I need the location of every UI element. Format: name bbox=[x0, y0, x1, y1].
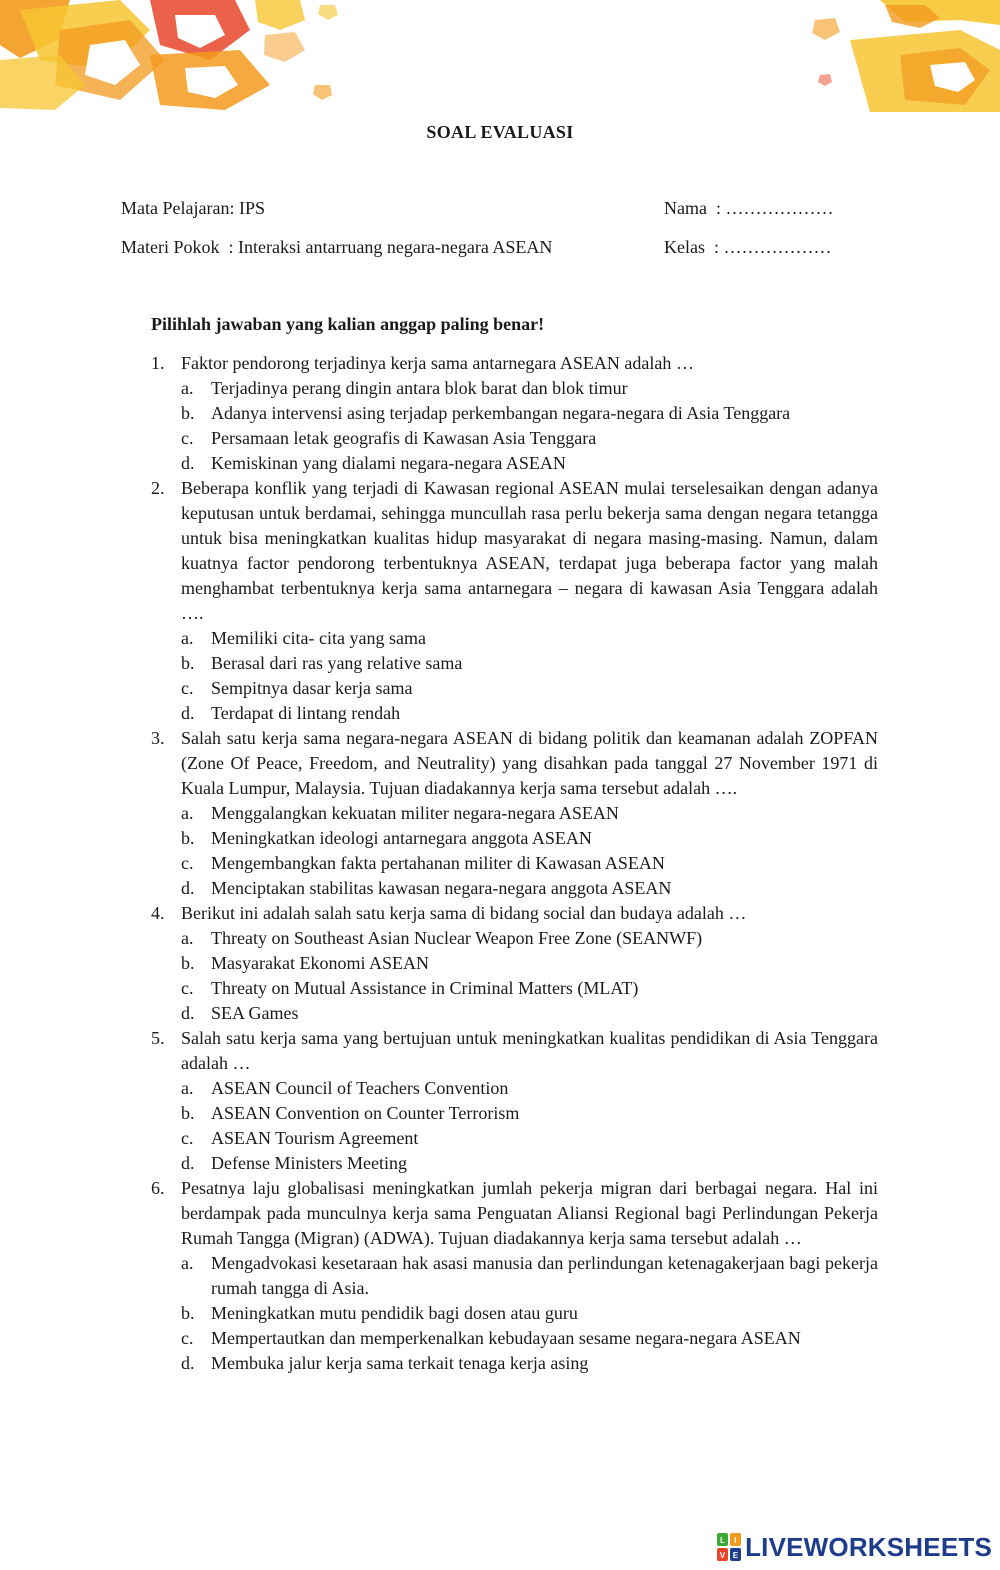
option-text: Membuka jalur kerja sama terkait tenaga kerja asing bbox=[211, 1353, 589, 1373]
option-letter: d. bbox=[181, 1353, 195, 1373]
option-letter: b. bbox=[181, 828, 195, 848]
answer-option-5-c[interactable] bbox=[181, 1126, 878, 1151]
option-text: Threaty on Southeast Asian Nuclear Weapon Free Zone (SEANWF) bbox=[211, 928, 703, 948]
option-text: ASEAN Tourism Agreement bbox=[211, 1128, 419, 1148]
subject-label: Mata Pelajaran: IPS bbox=[121, 198, 265, 218]
option-letter: c. bbox=[181, 853, 194, 873]
option-letter: d. bbox=[181, 453, 195, 473]
option-letter: d. bbox=[181, 1003, 195, 1023]
instruction-text: Pilihlah jawaban yang kalian anggap paling benar! bbox=[151, 314, 545, 334]
question-number: 1. bbox=[151, 353, 165, 373]
answer-option-4-c[interactable] bbox=[181, 976, 878, 1001]
question-6 bbox=[151, 1176, 878, 1376]
option-text: Threaty on Mutual Assistance in Criminal Matters (MLAT) bbox=[211, 978, 639, 998]
answer-option-6-a[interactable] bbox=[181, 1251, 878, 1301]
answer-option-1-d[interactable] bbox=[181, 451, 878, 476]
option-text: ASEAN Convention on Counter Terrorism bbox=[211, 1103, 520, 1123]
option-text: Mempertautkan dan memperkenalkan kebudayaan sesame negara-negara ASEAN bbox=[211, 1328, 801, 1348]
question-number: 5. bbox=[151, 1028, 165, 1048]
option-text: Meningkatkan ideologi antarnegara anggota ASEAN bbox=[211, 828, 592, 848]
question-3 bbox=[151, 726, 878, 901]
liveworksheets-logo bbox=[717, 1532, 992, 1562]
answer-option-6-c[interactable] bbox=[181, 1326, 878, 1351]
answer-option-2-c[interactable] bbox=[181, 676, 878, 701]
question-text: Salah satu kerja sama negara-negara ASEAN di bidang politik dan keamanan adalah ZOPFAN (Zone Of Peace, Freedom, and Neutrality) yang disahkan pada tanggal 27 November 1971 di Kuala Lumpur, Malaysia. Tujuan diadakannya kerja sama tersebut adalah …. bbox=[181, 728, 878, 798]
option-letter: a. bbox=[181, 378, 194, 398]
svg-text:I: I bbox=[734, 1536, 737, 1545]
question-list bbox=[151, 351, 878, 1376]
answer-option-5-a[interactable] bbox=[181, 1076, 878, 1101]
answer-option-2-d[interactable] bbox=[181, 701, 878, 726]
option-letter: c. bbox=[181, 428, 194, 448]
answer-option-5-d[interactable] bbox=[181, 1151, 878, 1176]
option-letter: b. bbox=[181, 653, 195, 673]
option-letter: b. bbox=[181, 403, 195, 423]
answer-option-1-a[interactable] bbox=[181, 376, 878, 401]
option-text: Terjadinya perang dingin antara blok barat dan blok timur bbox=[211, 378, 628, 398]
answer-option-2-a[interactable] bbox=[181, 626, 878, 651]
question-number: 4. bbox=[151, 903, 165, 923]
answer-option-4-b[interactable] bbox=[181, 951, 878, 976]
liveworksheets-logo-icon bbox=[717, 1533, 741, 1561]
option-letter: c. bbox=[181, 1328, 194, 1348]
svg-text:L: L bbox=[720, 1536, 726, 1545]
class-field[interactable]: Kelas : ……………… bbox=[664, 237, 832, 257]
option-letter: c. bbox=[181, 978, 194, 998]
option-letter: b. bbox=[181, 1303, 195, 1323]
answer-option-4-a[interactable] bbox=[181, 926, 878, 951]
option-letter: b. bbox=[181, 1103, 195, 1123]
question-text: Faktor pendorong terjadinya kerja sama antarnegara ASEAN adalah … bbox=[181, 353, 694, 373]
option-text: Kemiskinan yang dialami negara-negara ASEAN bbox=[211, 453, 566, 473]
option-letter: c. bbox=[181, 1128, 194, 1148]
svg-text:E: E bbox=[732, 1551, 739, 1560]
answer-option-3-d[interactable] bbox=[181, 876, 878, 901]
option-letter: b. bbox=[181, 953, 195, 973]
question-4 bbox=[151, 901, 878, 1026]
option-letter: d. bbox=[181, 878, 195, 898]
answer-option-3-c[interactable] bbox=[181, 851, 878, 876]
answer-option-3-b[interactable] bbox=[181, 826, 878, 851]
option-letter: a. bbox=[181, 628, 194, 648]
name-field[interactable]: Nama : ……………… bbox=[664, 198, 834, 218]
option-text: Persamaan letak geografis di Kawasan Asia Tenggara bbox=[211, 428, 597, 448]
option-text: Sempitnya dasar kerja sama bbox=[211, 678, 413, 698]
question-1 bbox=[151, 351, 878, 476]
option-text: Mengadvokasi kesetaraan hak asasi manusia dan perlindungan ketenagakerjaan bagi pekerja rumah tangga di Asia. bbox=[211, 1253, 878, 1298]
question-text: Berikut ini adalah salah satu kerja sama di bidang social dan budaya adalah … bbox=[181, 903, 747, 923]
option-text: SEA Games bbox=[211, 1003, 299, 1023]
page-title: SOAL EVALUASI bbox=[426, 122, 574, 142]
option-text: ASEAN Council of Teachers Convention bbox=[211, 1078, 509, 1098]
option-text: Defense Ministers Meeting bbox=[211, 1153, 407, 1173]
option-text: Berasal dari ras yang relative sama bbox=[211, 653, 463, 673]
question-number: 6. bbox=[151, 1178, 165, 1198]
question-text: Beberapa konflik yang terjadi di Kawasan regional ASEAN mulai terselesaikan dengan adanya keputusan untuk berdamai, sehingga muncullah rasa perlu bekerja sama dengan negara tetangga untuk bisa meningkatkan kualitas hidup masyarakat di negara masing-masing. Namun, dalam kuatnya factor pendorong terbentuknya ASEAN, terdapat juga beberapa factor yang malah menghambat terbentuknya kerja sama antarnegara – negara di kawasan Asia Tenggara adalah …. bbox=[181, 478, 878, 623]
question-text: Salah satu kerja sama yang bertujuan untuk meningkatkan kualitas pendidikan di Asia Tenggara adalah … bbox=[181, 1028, 878, 1073]
topic-label: Materi Pokok : Interaksi antarruang negara-negara ASEAN bbox=[121, 237, 553, 257]
liveworksheets-logo-text: LIVEWORKSHEETS bbox=[745, 1531, 992, 1562]
option-letter: a. bbox=[181, 1078, 194, 1098]
answer-option-3-a[interactable] bbox=[181, 801, 878, 826]
question-5 bbox=[151, 1026, 878, 1176]
option-letter: d. bbox=[181, 703, 195, 723]
option-text: Menciptakan stabilitas kawasan negara-negara anggota ASEAN bbox=[211, 878, 672, 898]
option-letter: a. bbox=[181, 928, 194, 948]
svg-text:V: V bbox=[719, 1551, 726, 1560]
decorative-header-banner bbox=[0, 0, 1000, 112]
option-letter: c. bbox=[181, 678, 194, 698]
option-text: Memiliki cita- cita yang sama bbox=[211, 628, 426, 648]
option-text: Mengembangkan fakta pertahanan militer di Kawasan ASEAN bbox=[211, 853, 665, 873]
option-letter: a. bbox=[181, 803, 194, 823]
answer-option-1-b[interactable] bbox=[181, 401, 878, 426]
question-2 bbox=[151, 476, 878, 726]
question-text: Pesatnya laju globalisasi meningkatkan jumlah pekerja migran dari berbagai negara. Hal ini berdampak pada munculnya kerja sama Penguatan Aliansi Regional bagi Perlindungan Pekerja Rumah Tangga (Migran) (ADWA). Tujuan diadakannya kerja sama tersebut adalah … bbox=[181, 1178, 878, 1248]
answer-option-5-b[interactable] bbox=[181, 1101, 878, 1126]
question-number: 2. bbox=[151, 478, 165, 498]
option-text: Terdapat di lintang rendah bbox=[211, 703, 401, 723]
option-text: Menggalangkan kekuatan militer negara-negara ASEAN bbox=[211, 803, 619, 823]
option-text: Masyarakat Ekonomi ASEAN bbox=[211, 953, 429, 973]
answer-option-6-b[interactable] bbox=[181, 1301, 878, 1326]
option-text: Adanya intervensi asing terjadap perkembangan negara-negara di Asia Tenggara bbox=[211, 403, 791, 423]
answer-option-6-d[interactable] bbox=[181, 1351, 878, 1376]
option-letter: a. bbox=[181, 1253, 194, 1273]
option-letter: d. bbox=[181, 1153, 195, 1173]
answer-option-1-c[interactable] bbox=[181, 426, 878, 451]
answer-option-2-b[interactable] bbox=[181, 651, 878, 676]
question-number: 3. bbox=[151, 728, 165, 748]
option-text: Meningkatkan mutu pendidik bagi dosen atau guru bbox=[211, 1303, 578, 1323]
answer-option-4-d[interactable] bbox=[181, 1001, 878, 1026]
